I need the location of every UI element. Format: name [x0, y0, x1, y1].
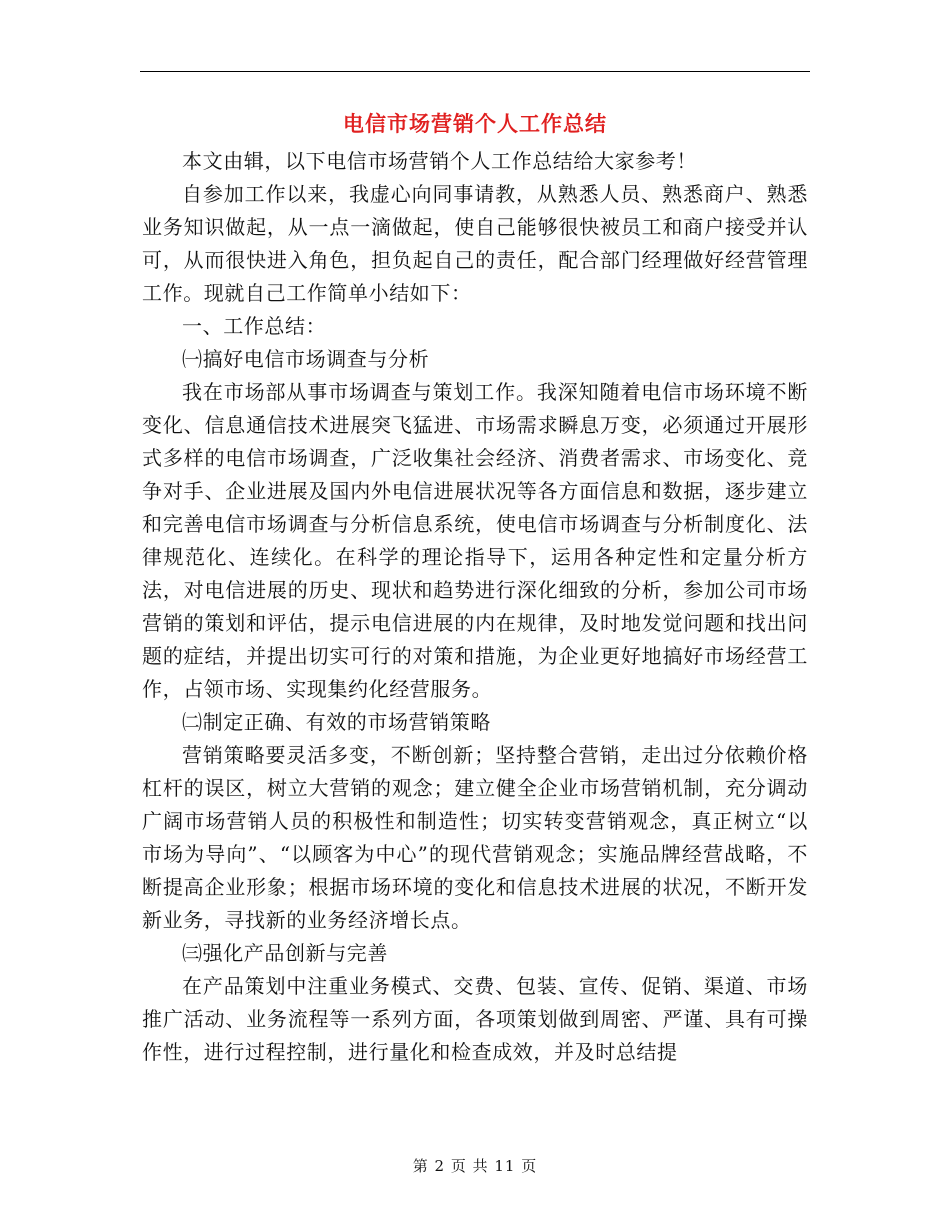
- paragraph-market-research: 我在市场部从事市场调查与策划工作。我深知随着电信市场环境不断变化、信息通信技术进展突飞猛进、市场需求瞬息万变，必须通过开展形式多样的电信市场调查，广泛收集社会经济、消费者需求、市场变化、竞争对手、企业进展及国内外电信进展状况等各方面信息和数据，逐步建立和完善电信市场调查与分析信息系统，使电信市场调查与分析制度化、法律规范化、连续化。在科学的理论指导下，运用各种定性和定量分析方法，对电信进展的历史、现状和趋势进行深化细致的分析，参加公司市场营销的策划和评估，提示电信进展的内在规律，及时地发觉问题和找出问题的症结，并提出切实可行的对策和措施，为企业更好地搞好市场经营工作，占领市场、实现集约化经营服务。: [142, 380, 808, 701]
- section-heading-work-summary: 一、工作总结：: [182, 314, 327, 338]
- paragraph-product-innovation: 在产品策划中注重业务模式、交费、包装、宣传、促销、渠道、市场推广活动、业务流程等一系列方面，各项策划做到周密、严谨、具有可操作性，进行过程控制，进行量化和检查成效，并及时总结提: [142, 974, 808, 1064]
- subheading-product-innovation: ㈢强化产品创新与完善: [182, 941, 388, 965]
- header-rule: [140, 71, 810, 72]
- document-title: 电信市场营销个人工作总结: [343, 111, 607, 136]
- subheading-market-research: ㈠搞好电信市场调查与分析: [182, 347, 430, 371]
- page-number: 第 2 页 共 11 页: [412, 1157, 538, 1175]
- paragraph-marketing-strategy: 营销策略要灵活多变，不断创新；坚持整合营销，走出过分依赖价格杠杆的误区，树立大营销的观念；建立健全企业市场营销机制，充分调动广阔市场营销人员的积极性和制造性；切实转变营销观念，真正树立“以市场为导向”、“以顾客为中心”的现代营销观念；实施品牌经营战略，不断提高企业形象；根据市场环境的变化和信息技术进展的状况，不断开发新业务，寻找新的业务经济增长点。: [142, 743, 808, 932]
- paragraph-overview: 自参加工作以来，我虚心向同事请教，从熟悉人员、熟悉商户、熟悉业务知识做起，从一点一滴做起，使自己能够很快被员工和商户接受并认可，从而很快进入角色，担负起自己的责任，配合部门经理做好经营管理工作。现就自己工作简单小结如下：: [142, 182, 808, 305]
- paragraph-intro: 本文由辑，以下电信市场营销个人工作总结给大家参考！: [182, 149, 697, 173]
- document-body: [142, 145, 808, 1069]
- subheading-marketing-strategy: ㈡制定正确、有效的市场营销策略: [182, 710, 491, 734]
